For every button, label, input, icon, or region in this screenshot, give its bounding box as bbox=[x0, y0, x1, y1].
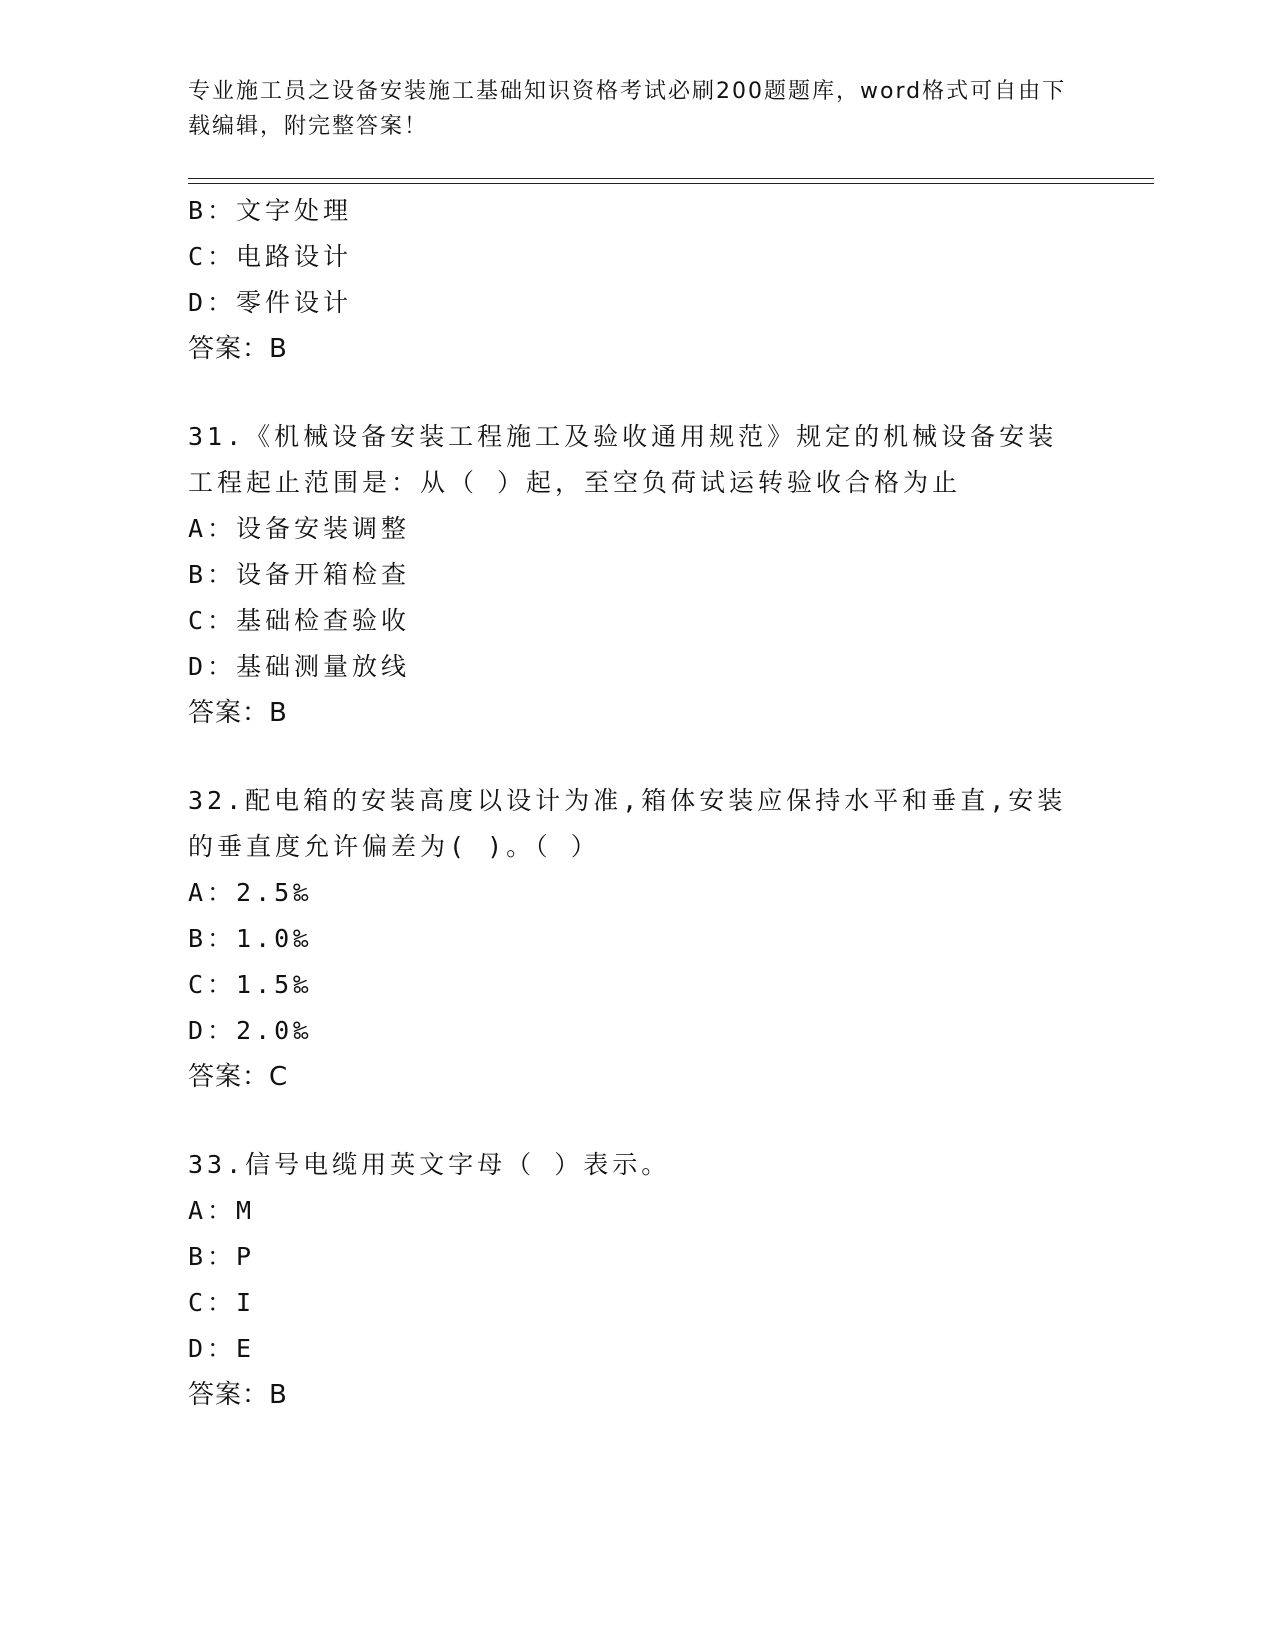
answer-line: 答案：B bbox=[188, 698, 288, 728]
document-header: 专业施工员之设备安装施工基础知识资格考试必刷200题题库，word格式可自由下载编辑，附完整答案！ bbox=[188, 79, 1067, 139]
question-31 bbox=[188, 414, 1088, 736]
option-b: B：设备开箱检查 bbox=[188, 560, 411, 589]
option-c: C：电路设计 bbox=[188, 242, 353, 271]
spacer bbox=[188, 372, 1088, 414]
question-33 bbox=[188, 1142, 1088, 1418]
question-continued bbox=[188, 188, 1088, 372]
option-a: A：M bbox=[188, 1196, 256, 1225]
question-text: 33.信号电缆用英文字母（ ）表示。 bbox=[188, 1150, 671, 1179]
option-a: A：2.5‰ bbox=[188, 878, 313, 907]
option-d: D：2.0‰ bbox=[188, 1016, 313, 1045]
option-b: B：1.0‰ bbox=[188, 924, 313, 953]
option-c: C：基础检查验收 bbox=[188, 606, 411, 635]
answer-line: 答案：C bbox=[188, 1062, 289, 1092]
question-32 bbox=[188, 778, 1088, 1100]
answer-line: 答案：B bbox=[188, 334, 288, 364]
option-a: A：设备安装调整 bbox=[188, 514, 411, 543]
question-text: 32.配电箱的安装高度以设计为准,箱体安装应保持水平和垂直,安装的垂直度允许偏差为( )。（ ） bbox=[188, 786, 1067, 861]
spacer bbox=[188, 736, 1088, 778]
option-c: C：I bbox=[188, 1288, 256, 1317]
header-rule-top bbox=[188, 178, 1154, 179]
question-list bbox=[188, 188, 1088, 1418]
header-rule-bottom bbox=[188, 183, 1154, 184]
spacer bbox=[188, 1100, 1088, 1142]
option-d: D：零件设计 bbox=[188, 288, 353, 317]
option-b: B：文字处理 bbox=[188, 196, 353, 225]
option-d: D：E bbox=[188, 1334, 256, 1363]
option-b: B：P bbox=[188, 1242, 256, 1271]
question-text: 31.《机械设备安装工程施工及验收通用规范》规定的机械设备安装工程起止范围是：从（ ）起，至空负荷试运转验收合格为止 bbox=[188, 422, 1058, 497]
option-c: C：1.5‰ bbox=[188, 970, 313, 999]
answer-line: 答案：B bbox=[188, 1380, 288, 1410]
option-d: D：基础测量放线 bbox=[188, 652, 411, 681]
